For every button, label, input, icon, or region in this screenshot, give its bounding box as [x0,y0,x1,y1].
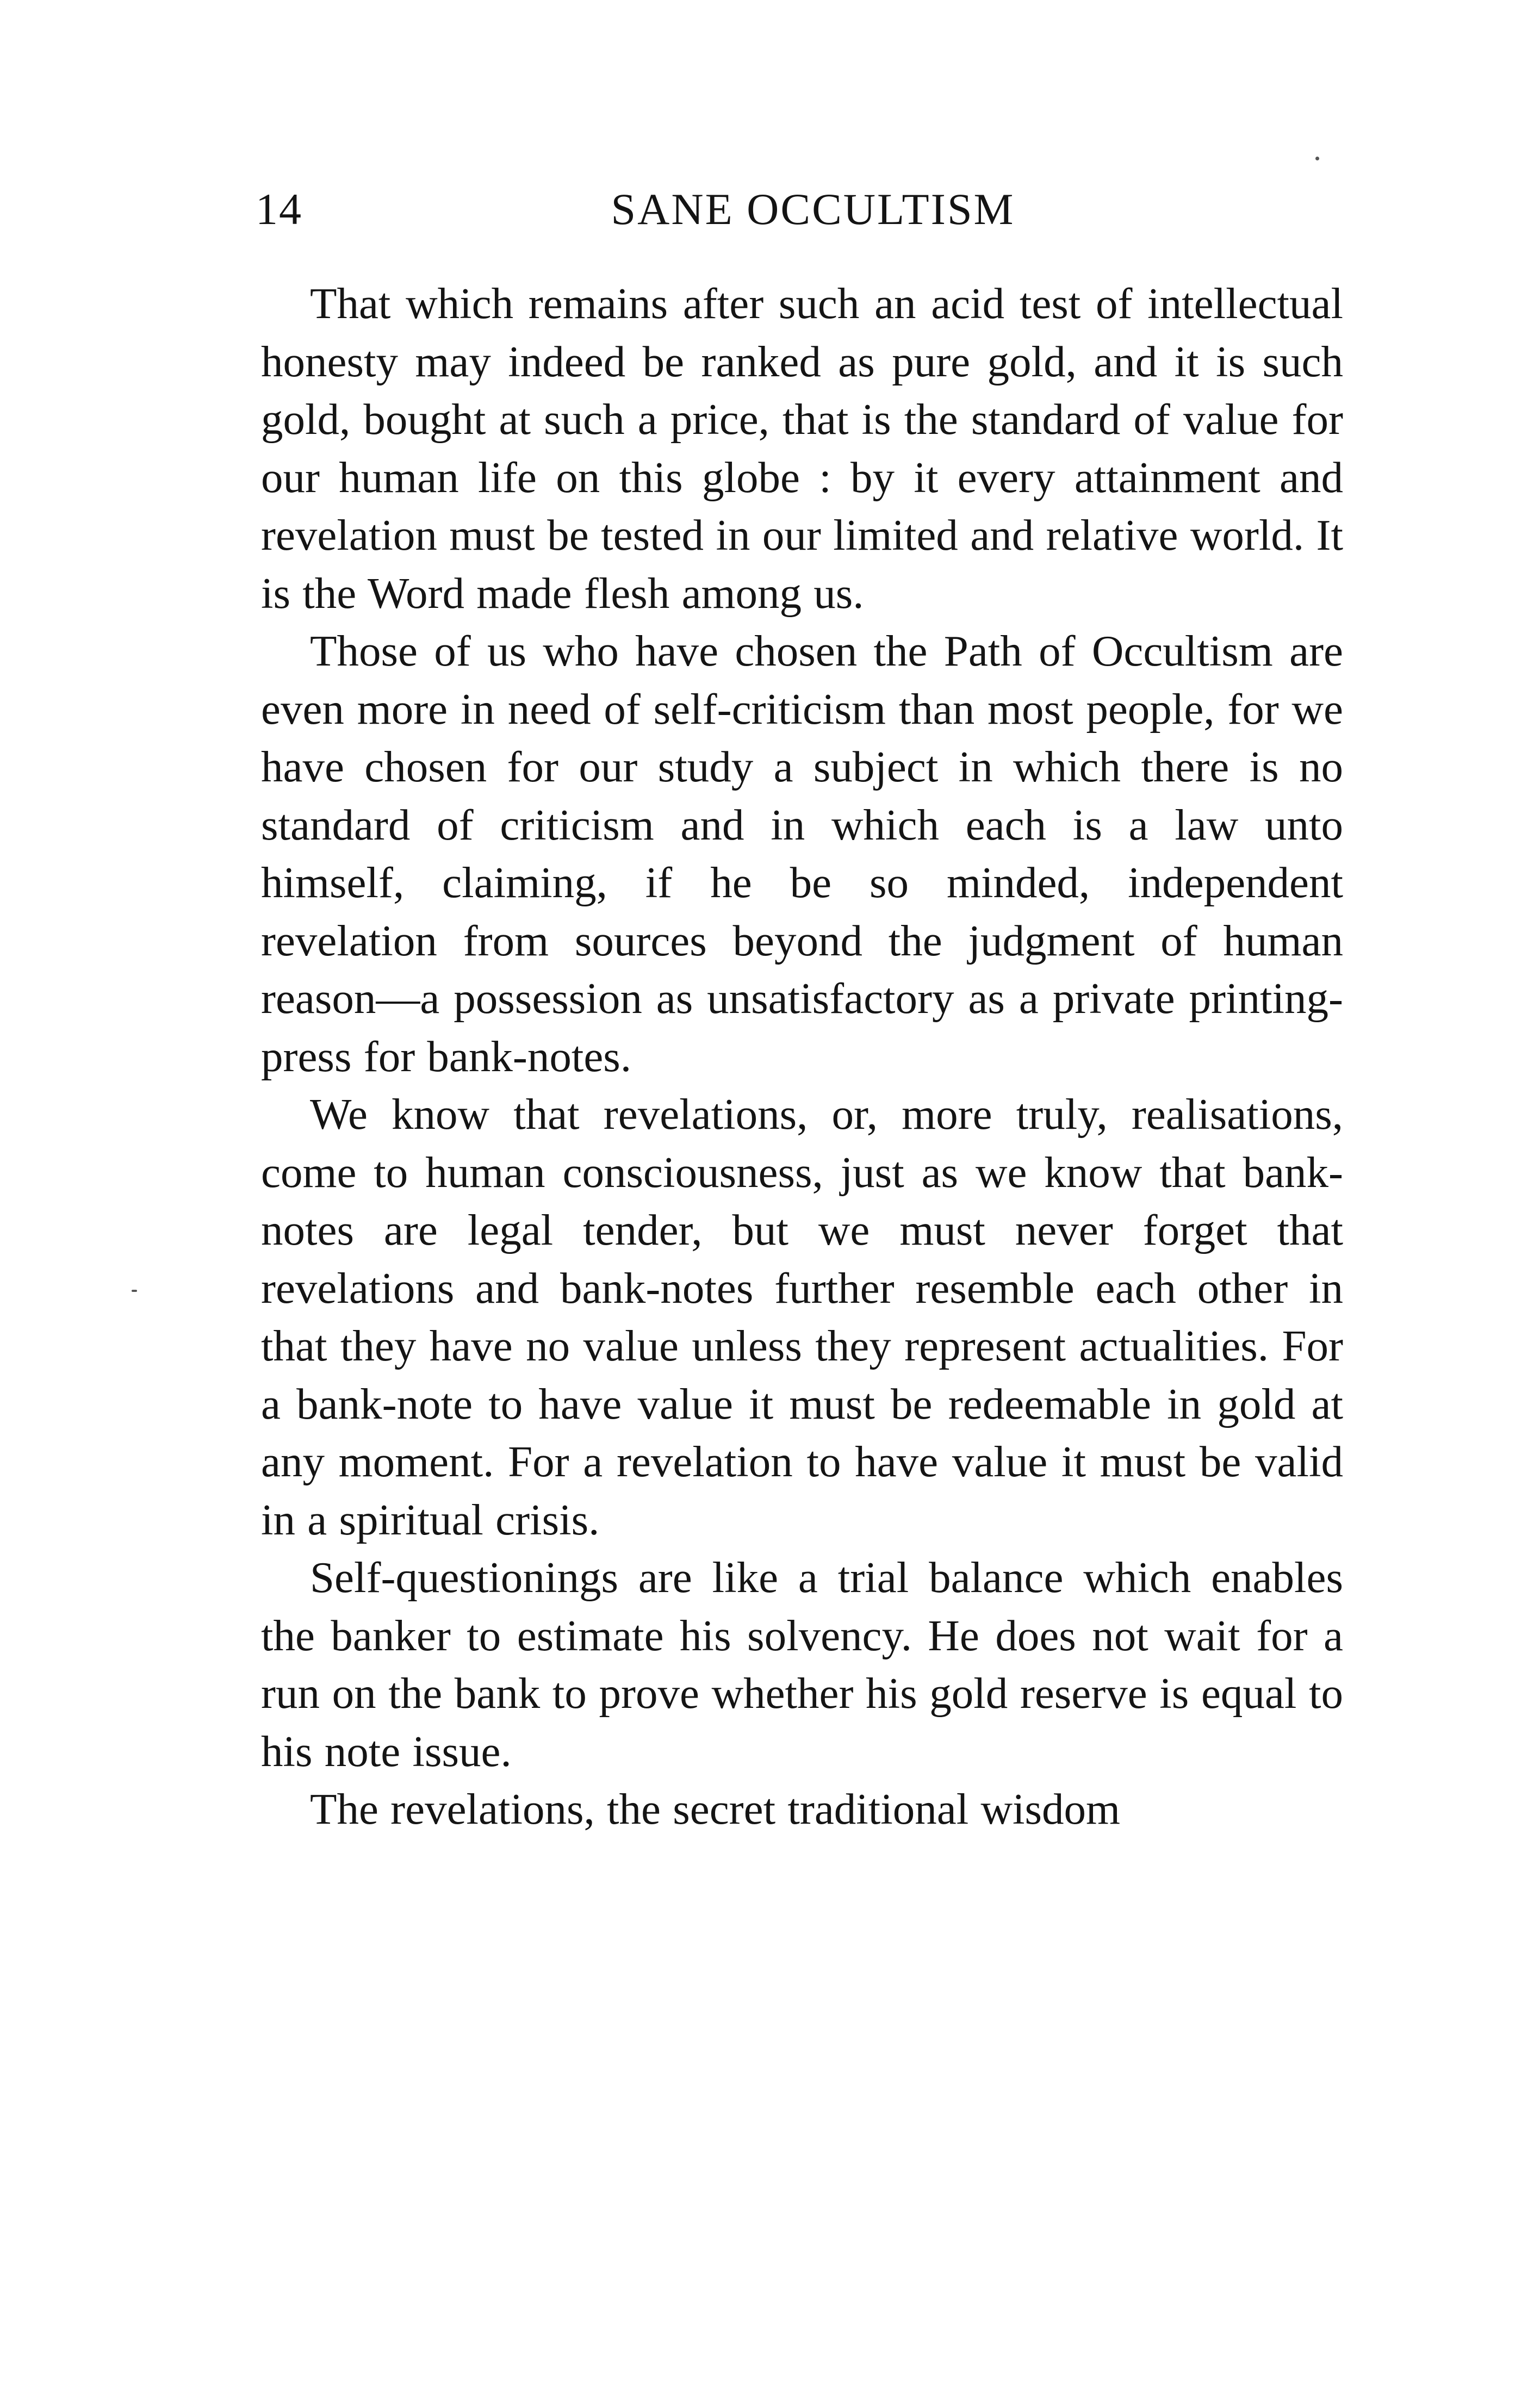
ink-speck [1315,157,1319,160]
body-text [261,275,1343,1838]
ink-speck [132,1290,137,1292]
paragraph: That which remains after such an acid test of intellectual honesty may indeed be ranked as pure gold, and it is such gold, bought at such a price, that is the standard of value for our human life on this globe : by it every attainment and revelation must be tested in our limited and relative world. It is the Word made flesh among us. [261,279,1343,618]
paragraph: Those of us who have chosen the Path of Occultism are even more in need of self-criticism than most people, for we have chosen for our study a subject in which there is no standard of criticism and in which each is a law unto himself, claiming, if he be so minded, independent revelation from sources beyond the judgment of human reason—a possession as unsatisfactory as a private printing-press for bank-notes. [261,626,1343,1081]
paragraph: We know that revelations, or, more truly, realisations, come to human consciousness, just as we know that bank-notes are legal tender, but we must never forget that revelations and bank-notes further resemble each other in that they have no value unless they represent actualities. For a bank-note to have value it must be redeemable in gold at any moment. For a revelation to have value it must be valid in a spiritual crisis. [261,1090,1343,1544]
running-head [256,179,1338,239]
book-title: SANE OCCULTISM [611,184,1015,234]
paragraph: The revelations, the secret traditional wisdom [310,1785,1121,1833]
page-number: 14 [256,184,302,234]
paragraph: Self-questionings are like a trial balance which enables the banker to estimate his solvency. He does not wait for a run on the bank to prove whether his gold reserve is equal to his note issue. [261,1553,1343,1776]
